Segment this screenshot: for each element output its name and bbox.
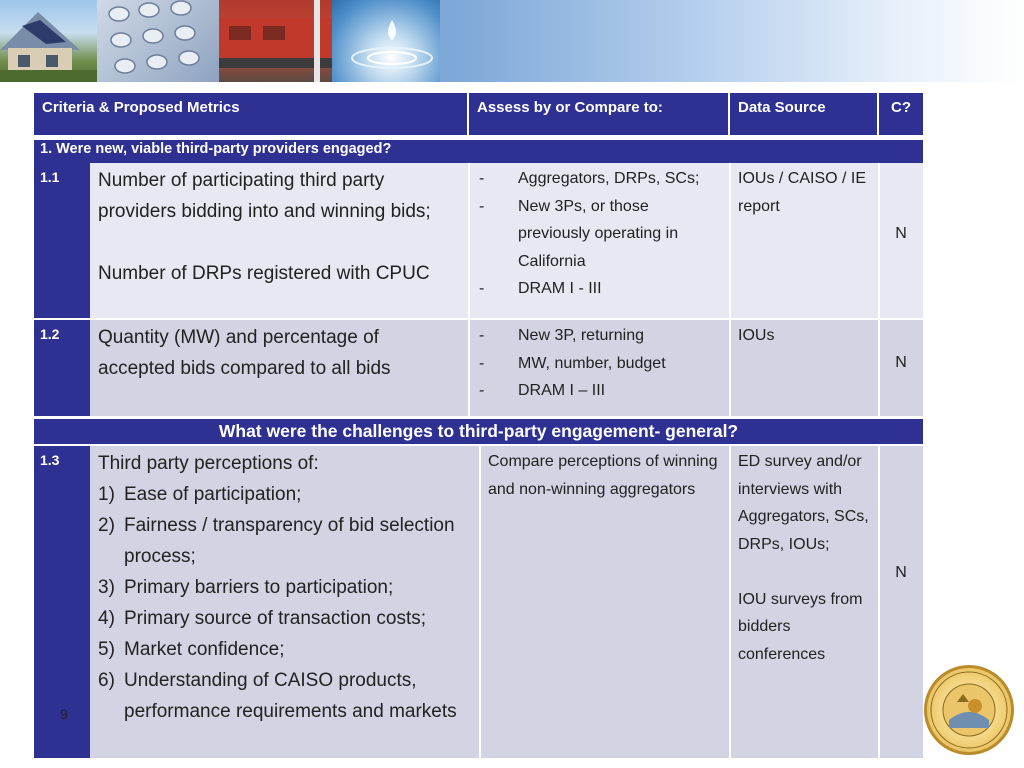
- list-item: - New 3Ps, or those previously operating in California: [479, 197, 679, 270]
- section-title-2: What were the challenges to third-party engagement- general?: [34, 419, 923, 444]
- list-item: - DRAM I - III: [479, 280, 602, 297]
- assess-cell: Compare perceptions of winning and non-winning aggregators: [480, 446, 730, 758]
- header-assess: Assess by or Compare to:: [469, 93, 730, 135]
- c-cell: N: [879, 320, 923, 416]
- metric-intro: Third party perceptions of:: [98, 453, 319, 474]
- list-item: 1) Ease of participation;: [98, 484, 302, 505]
- cpuc-seal-logo: [924, 665, 1014, 755]
- row-number: 1.1: [34, 163, 90, 318]
- metric-cell: Quantity (MW) and percentage of accepted bids compared to all bids: [90, 320, 469, 416]
- column-divider: [878, 320, 880, 416]
- column-divider: [468, 163, 470, 318]
- phone-keypad-photo: [97, 0, 219, 82]
- table-header-row: [34, 93, 923, 135]
- list-item: 3) Primary barriers to participation;: [98, 577, 394, 598]
- list-item: - DRAM I – III: [479, 382, 606, 399]
- data-source-text: ED survey and/or interviews with Aggregators, SCs, DRPs, IOUs;: [738, 453, 869, 553]
- assess-cell: [469, 320, 730, 416]
- column-divider: [468, 320, 470, 416]
- column-divider: [729, 163, 731, 318]
- list-item: 4) Primary source of transaction costs;: [98, 608, 426, 629]
- column-divider: [878, 163, 880, 318]
- table-row-1-3: [34, 446, 923, 758]
- list-item: - MW, number, budget: [479, 354, 666, 372]
- metric-text: Number of participating third party providers bidding into and winning bids;: [98, 170, 431, 222]
- column-divider: [878, 446, 880, 758]
- c-cell: N: [879, 446, 923, 758]
- house-solar-photo: [0, 0, 97, 82]
- metric-cell: [90, 163, 469, 318]
- water-drop-photo: [332, 0, 440, 82]
- column-divider: [729, 446, 731, 758]
- list-item: 6) Understanding of CAISO products, performance requirements and markets: [98, 670, 457, 722]
- column-divider: [729, 320, 731, 416]
- metric-text-secondary: Number of DRPs registered with CPUC: [98, 263, 430, 284]
- data-source-cell: IOUs / CAISO / IE report: [730, 163, 879, 318]
- row-number: 1.2: [34, 320, 90, 416]
- data-source-text-secondary: IOU surveys from bidders conferences: [738, 590, 863, 663]
- train-photo: [219, 0, 332, 82]
- header-criteria: Criteria & Proposed Metrics: [34, 93, 469, 135]
- assess-cell: [469, 163, 730, 318]
- list-item: 5) Market confidence;: [98, 639, 285, 660]
- list-item: - Aggregators, DRPs, SCs;: [479, 170, 700, 187]
- c-cell: N: [879, 163, 923, 318]
- table-row-1-2: [34, 320, 923, 416]
- data-source-cell: IOUs: [730, 320, 879, 416]
- header-c: C?: [879, 93, 923, 135]
- list-item: 2) Fairness / transparency of bid selection process;: [98, 515, 455, 567]
- header-data-source: Data Source: [730, 93, 879, 135]
- page-number: 9: [60, 706, 68, 722]
- data-source-cell: [730, 446, 879, 758]
- header-banner: [0, 0, 1024, 82]
- metric-cell: [90, 446, 480, 758]
- table-row-1-1: [34, 163, 923, 318]
- list-item: - New 3P, returning: [479, 327, 644, 344]
- column-divider: [479, 446, 481, 758]
- row-number: 1.3: [34, 446, 90, 758]
- section-title-1: 1. Were new, viable third-party providers engaged?: [34, 140, 923, 163]
